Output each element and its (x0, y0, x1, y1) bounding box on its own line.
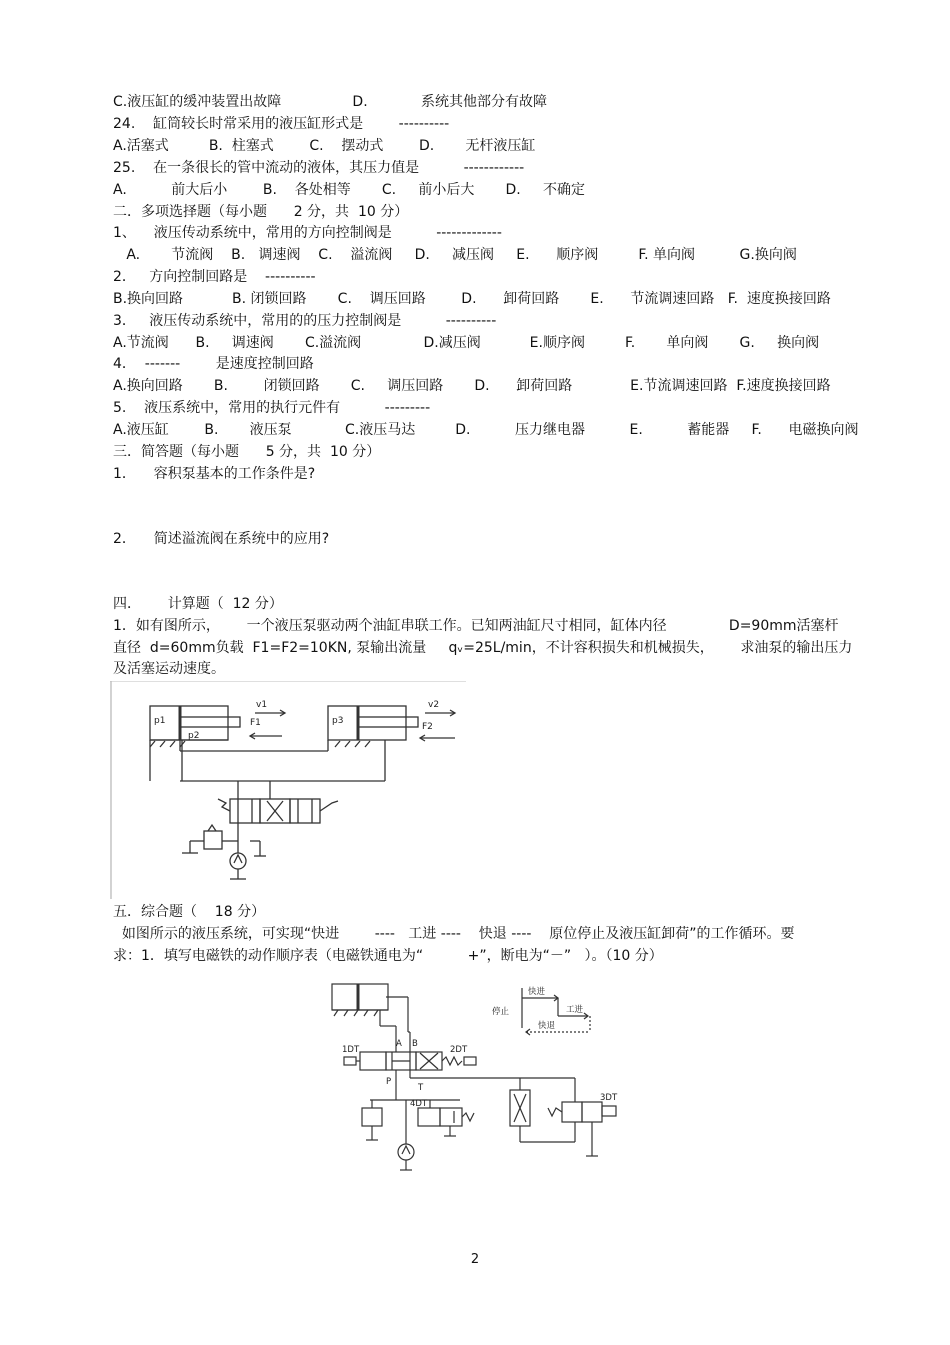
short-question-1: 1． 容积泵基本的工作条件是? (113, 466, 316, 482)
port-a-label: A (396, 1039, 402, 1049)
fast-in-label: 快进 (528, 987, 546, 997)
mc-options-2: B.换向回路 B. 闭锁回路 C. 调压回路 D. 卸荷回路 E. 节流调速回路 F. 速度换接回路 (113, 291, 831, 307)
p2-label: p2 (188, 731, 200, 741)
composite-question-line-1: 如图所示的液压系统，可实现“快进 ---- 工进 ---- 快退 ---- 原位停止及液压缸卸荷”的工作循环。要 (113, 926, 795, 942)
mc-question-1: 1、 液压传动系统中，常用的方向控制阀是 ------------- (113, 225, 502, 241)
series-cylinder-diagram (110, 681, 466, 899)
fast-back-label: 快退 (538, 1021, 556, 1031)
F1-label: F1 (250, 718, 261, 728)
port-b-label: B (412, 1039, 418, 1049)
calc-question-line-1: 1．如有图所示， 一个液压泵驱动两个油缸串联工作。已知两油缸尺寸相同，缸体内径 D=90mm活塞杆 (113, 618, 839, 634)
stop-label: 停止 (492, 1007, 510, 1017)
calc-question-line-2: 直径 d=60mm负载 F1=F2=10KN, 泵输出流量 qᵥ=25L/min，不计容积损失和机械损失， 求油泵的输出压力 (113, 640, 853, 656)
F2-label: F2 (422, 722, 433, 732)
options-24: A.活塞式 B. 柱塞式 C. 摆动式 D. 无杆液压缸 (113, 138, 536, 154)
mc-options-5: A.液压缸 B. 液压泵 C.液压马达 D. 压力继电器 E. 蓄能器 F. 电磁换向阀 (113, 422, 859, 438)
mc-options-1: A. 节流阀 B. 调速阀 C. 溢流阀 D. 减压阀 E. 顺序阀 F. 单向阀 G.换向阀 (113, 247, 797, 263)
hydraulic-system-diagram (330, 980, 630, 1190)
port-p-label: P (386, 1077, 392, 1087)
work-in-label: 工进 (566, 1005, 584, 1015)
p1-label: p1 (154, 716, 166, 726)
mc-options-3: A.节流阀 B. 调速阀 C.溢流阀 D.减压阀 E.顺序阀 F. 单向阀 G. 换向阀 (113, 335, 820, 351)
short-question-2: 2． 简述溢流阀在系统中的应用? (113, 531, 330, 547)
mc-question-3: 3． 液压传动系统中，常用的的压力控制阀是 ---------- (113, 313, 497, 329)
v1-label: v1 (256, 700, 268, 710)
page-number: 2 (470, 1252, 480, 1267)
mc-options-4: A.换向回路 B. 闭锁回路 C. 调压回路 D. 卸荷回路 E.节流调速回路 F.速度换接回路 (113, 378, 831, 394)
mc-question-2: 2． 方向控制回路是 ---------- (113, 269, 316, 285)
v2-label: v2 (428, 700, 440, 710)
text-line: C.液压缸的缓冲装置出故障 D. 系统其他部分有故障 (113, 94, 548, 110)
composite-question-line-2: 求：1．填写电磁铁的动作顺序表（电磁铁通电为“ +”，断电为“－” ）。（10 分） (113, 948, 663, 964)
mc-question-5: 5. 液压系统中，常用的执行元件有 --------- (113, 400, 431, 416)
section-heading-2: 二．多项选择题（每小题 2 分，共 10 分） (113, 204, 409, 220)
1dt-label: 1DT (342, 1045, 360, 1055)
section-heading-3: 三．简答题（每小题 5 分，共 10 分） (113, 444, 381, 460)
question-25: 25. 在一条很长的管中流动的液体，其压力值是 ------------ (113, 160, 525, 176)
4dt-label: 4DT (410, 1099, 428, 1109)
p3-label: p3 (332, 716, 344, 726)
port-t-label: T (418, 1083, 424, 1093)
question-24: 24. 缸筒较长时常采用的液压缸形式是 ---------- (113, 116, 450, 132)
options-25: A. 前大后小 B. 各处相等 C. 前小后大 D. 不确定 (113, 182, 586, 198)
calc-question-line-3: 及活塞运动速度。 (113, 661, 225, 677)
2dt-label: 2DT (450, 1045, 468, 1055)
section-heading-5: 五．综合题（ 18 分） (113, 904, 266, 920)
section-heading-4: 四． 计算题（ 12 分） (113, 596, 283, 612)
3dt-label: 3DT (600, 1093, 618, 1103)
mc-question-4: 4． ------- 是速度控制回路 (113, 356, 314, 372)
